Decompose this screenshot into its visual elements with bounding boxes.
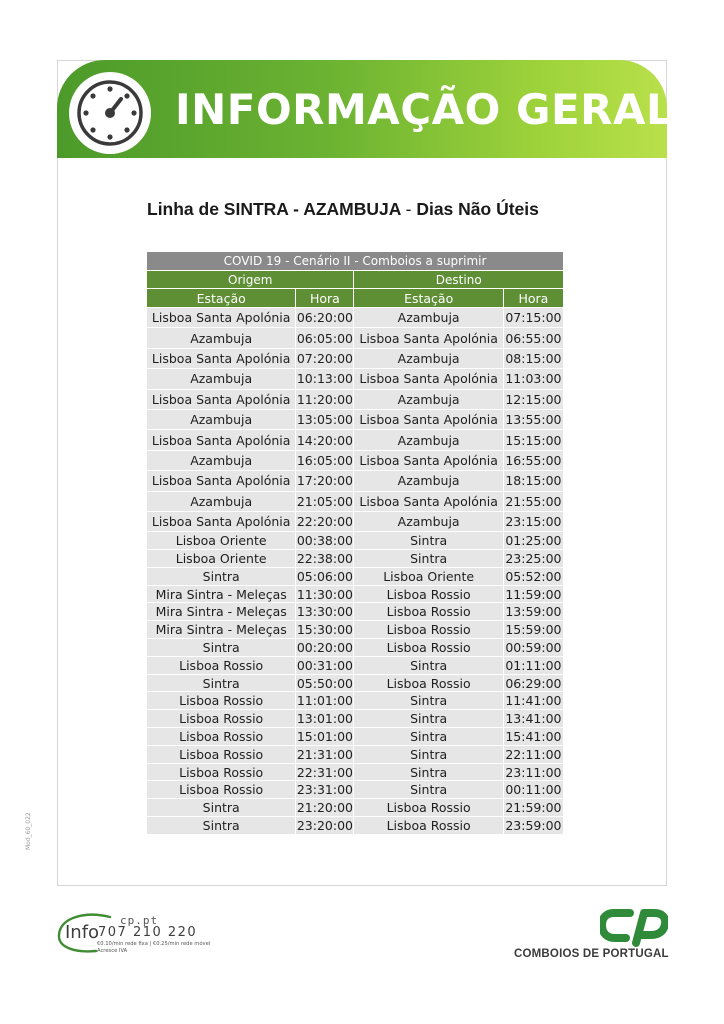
origin-time-cell: 15:30:00 — [296, 622, 353, 638]
phone-number[interactable]: 707 210 220 — [98, 925, 198, 940]
table-row — [147, 781, 563, 798]
subtitle-separator: - — [405, 199, 412, 219]
destination-station-cell: Sintra — [354, 657, 502, 674]
website-link[interactable]: cp.pt — [120, 914, 159, 927]
origin-time-cell: 22:20:00 — [296, 512, 353, 531]
table-row — [147, 430, 563, 449]
origin-station-cell: Sintra — [147, 639, 295, 656]
origin-station-cell: Azambuja — [147, 369, 295, 388]
destination-station-cell: Sintra — [354, 764, 502, 781]
destination-time-cell: 15:15:00 — [504, 430, 563, 449]
destination-station-cell: Sintra — [354, 746, 502, 763]
destination-station-cell: Sintra — [354, 728, 502, 745]
destination-station-cell: Sintra — [354, 692, 502, 709]
table-row — [147, 799, 563, 816]
origin-time-cell: 00:20:00 — [296, 639, 353, 655]
destination-time-cell: 16:55:00 — [504, 451, 563, 470]
table-row — [147, 568, 563, 585]
info-label: Info — [65, 922, 100, 943]
page-title: INFORMAÇÃO GERAL — [175, 85, 674, 134]
day-type: Dias Não Úteis — [416, 199, 539, 219]
destination-time-cell: 07:15:00 — [504, 308, 563, 327]
destination-station-cell: Lisboa Rossio — [354, 675, 502, 692]
origin-time-cell: 11:01:00 — [296, 693, 353, 709]
line-subtitle — [147, 196, 587, 222]
origin-station-cell: Sintra — [147, 817, 295, 834]
origin-station-cell: Lisboa Santa Apolónia — [147, 471, 295, 490]
origin-station-cell: Lisboa Rossio — [147, 657, 295, 674]
origin-station-cell: Lisboa Oriente — [147, 550, 295, 567]
destination-time-cell: 11:03:00 — [504, 369, 563, 388]
destination-station-cell: Lisboa Santa Apolónia — [354, 328, 502, 347]
origin-station-cell: Lisboa Santa Apolónia — [147, 512, 295, 531]
destination-time-cell: 13:41:00 — [505, 711, 562, 727]
origin-time-cell: 06:05:00 — [296, 328, 353, 347]
destination-station-cell: Lisboa Santa Apolónia — [354, 369, 502, 388]
destination-time-cell: 01:11:00 — [505, 657, 562, 673]
destination-station-cell: Lisboa Santa Apolónia — [354, 492, 502, 511]
origin-station-cell: Azambuja — [147, 492, 295, 511]
origin-station-cell: Azambuja — [147, 451, 295, 470]
table-row — [147, 603, 563, 620]
origin-time-cell: 22:31:00 — [296, 764, 353, 780]
origin-time-cell: 07:20:00 — [296, 349, 353, 368]
table-row — [147, 746, 563, 763]
origin-time-cell: 10:13:00 — [296, 369, 353, 388]
destination-time-cell: 21:59:00 — [505, 800, 562, 816]
destination-time-cell: 05:52:00 — [505, 568, 562, 584]
call-rate: €0.10/min rede fixa | €0.25/min rede móvel — [97, 941, 211, 947]
line-name: Linha de SINTRA - AZAMBUJA — [147, 199, 401, 219]
destination-station-cell: Azambuja — [354, 390, 502, 409]
destination-group-header: Destino — [354, 271, 563, 288]
destination-time-cell: 23:59:00 — [505, 817, 562, 833]
origin-station-cell: Azambuja — [147, 328, 295, 347]
destination-time-cell: 06:29:00 — [505, 675, 562, 691]
table-row — [147, 657, 563, 674]
table-row — [147, 328, 563, 347]
destination-station-cell: Sintra — [354, 550, 502, 567]
table-row — [147, 675, 563, 692]
origin-time-cell: 23:31:00 — [296, 782, 353, 798]
origin-station-cell: Lisboa Rossio — [147, 692, 295, 709]
origin-group-header: Origem — [147, 271, 353, 288]
origin-time-cell: 15:01:00 — [296, 728, 353, 744]
table-row — [147, 512, 563, 531]
origin-station-cell: Lisboa Rossio — [147, 710, 295, 727]
origin-station-cell: Lisboa Rossio — [147, 728, 295, 745]
origin-station-cell: Mira Sintra - Meleças — [147, 621, 295, 638]
origin-station-cell: Lisboa Santa Apolónia — [147, 308, 295, 327]
table-row — [147, 710, 563, 727]
destination-time-cell: 23:25:00 — [505, 550, 562, 566]
destination-time-cell: 01:25:00 — [505, 533, 562, 549]
origin-time-cell: 11:30:00 — [296, 586, 353, 602]
origin-time-cell: 11:20:00 — [296, 390, 353, 409]
destination-station-cell: Azambuja — [354, 430, 502, 449]
origin-time-cell: 17:20:00 — [296, 471, 353, 490]
table-row — [147, 639, 563, 656]
destination-time-cell: 21:55:00 — [504, 492, 563, 511]
origin-time-cell: 13:05:00 — [296, 410, 353, 429]
destination-station-cell: Lisboa Rossio — [354, 799, 502, 816]
destination-station-cell: Azambuja — [354, 471, 502, 490]
destination-time-cell: 00:59:00 — [505, 639, 562, 655]
destination-station-cell: Lisboa Rossio — [354, 817, 502, 834]
destination-time-cell: 11:59:00 — [505, 586, 562, 602]
destination-time-cell: 11:41:00 — [505, 693, 562, 709]
origin-station-cell: Lisboa Santa Apolónia — [147, 430, 295, 449]
destination-time-header: Hora — [504, 289, 563, 307]
destination-time-cell: 08:15:00 — [504, 349, 563, 368]
origin-time-header: Hora — [296, 289, 353, 307]
table-row — [147, 349, 563, 368]
cp-logo-icon — [600, 908, 668, 948]
table-row — [147, 308, 563, 327]
table-row — [147, 451, 563, 470]
origin-time-cell: 05:50:00 — [296, 675, 353, 691]
header-banner — [57, 60, 674, 158]
destination-station-cell: Lisboa Rossio — [354, 586, 502, 603]
origin-time-cell: 00:31:00 — [296, 657, 353, 673]
destination-time-cell: 22:11:00 — [505, 746, 562, 762]
destination-time-cell: 00:11:00 — [505, 782, 562, 798]
destination-station-cell: Lisboa Santa Apolónia — [354, 451, 502, 470]
destination-station-header: Estação — [354, 289, 502, 307]
origin-station-cell: Lisboa Santa Apolónia — [147, 390, 295, 409]
table-row — [147, 369, 563, 388]
origin-station-cell: Lisboa Rossio — [147, 764, 295, 781]
destination-time-cell: 15:41:00 — [505, 728, 562, 744]
destination-time-cell: 23:11:00 — [505, 764, 562, 780]
destination-station-cell: Lisboa Oriente — [354, 568, 502, 585]
origin-time-cell: 05:06:00 — [296, 568, 353, 584]
origin-time-cell: 21:05:00 — [296, 492, 353, 511]
origin-station-cell: Sintra — [147, 568, 295, 585]
origin-time-cell: 16:05:00 — [296, 451, 353, 470]
table-row — [147, 390, 563, 409]
table-row — [147, 410, 563, 429]
destination-station-cell: Sintra — [354, 532, 502, 549]
origin-station-cell: Mira Sintra - Meleças — [147, 603, 295, 620]
destination-time-cell: 15:59:00 — [505, 622, 562, 638]
origin-station-cell: Sintra — [147, 799, 295, 816]
destination-time-cell: 12:15:00 — [504, 390, 563, 409]
origin-time-cell: 21:31:00 — [296, 746, 353, 762]
origin-time-cell: 13:01:00 — [296, 711, 353, 727]
table-row — [147, 764, 563, 781]
table-row — [147, 550, 563, 567]
origin-time-cell: 21:20:00 — [296, 800, 353, 816]
table-caption: COVID 19 - Cenário II - Comboios a suprimir — [147, 252, 563, 270]
suppressed-trains-table — [146, 251, 564, 835]
speedometer-icon — [69, 72, 151, 154]
destination-station-cell: Lisboa Rossio — [354, 621, 502, 638]
destination-time-cell: 13:55:00 — [504, 410, 563, 429]
origin-time-cell: 13:30:00 — [296, 604, 353, 620]
destination-station-cell: Azambuja — [354, 349, 502, 368]
destination-time-cell: 23:15:00 — [504, 512, 563, 531]
origin-time-cell: 14:20:00 — [296, 430, 353, 449]
table-row — [147, 692, 563, 709]
info-contact — [56, 913, 226, 957]
origin-station-cell: Sintra — [147, 675, 295, 692]
destination-station-cell: Sintra — [354, 781, 502, 798]
destination-station-cell: Azambuja — [354, 512, 502, 531]
table-row — [147, 492, 563, 511]
origin-time-cell: 22:38:00 — [296, 550, 353, 566]
origin-station-cell: Lisboa Rossio — [147, 746, 295, 763]
document-code: Mod_60_022 — [25, 812, 32, 850]
table-row — [147, 532, 563, 549]
destination-station-cell: Azambuja — [354, 308, 502, 327]
company-name: COMBOIOS DE PORTUGAL — [514, 948, 669, 960]
vat-note: Acresce IVA — [97, 948, 128, 954]
destination-station-cell: Lisboa Rossio — [354, 639, 502, 656]
destination-station-cell: Lisboa Santa Apolónia — [354, 410, 502, 429]
destination-station-cell: Lisboa Rossio — [354, 603, 502, 620]
destination-time-cell: 18:15:00 — [504, 471, 563, 490]
destination-station-cell: Sintra — [354, 710, 502, 727]
origin-time-cell: 23:20:00 — [296, 817, 353, 833]
origin-time-cell: 00:38:00 — [296, 533, 353, 549]
origin-station-cell: Lisboa Santa Apolónia — [147, 349, 295, 368]
destination-time-cell: 13:59:00 — [505, 604, 562, 620]
table-row — [147, 586, 563, 603]
origin-station-cell: Mira Sintra - Meleças — [147, 586, 295, 603]
table-body — [147, 308, 563, 834]
destination-time-cell: 06:55:00 — [504, 328, 563, 347]
origin-station-cell: Lisboa Oriente — [147, 532, 295, 549]
table-row — [147, 728, 563, 745]
origin-time-cell: 06:20:00 — [296, 308, 353, 327]
origin-station-cell: Lisboa Rossio — [147, 781, 295, 798]
table-row — [147, 621, 563, 638]
origin-station-header: Estação — [147, 289, 295, 307]
origin-station-cell: Azambuja — [147, 410, 295, 429]
table-row — [147, 471, 563, 490]
table-row — [147, 817, 563, 834]
